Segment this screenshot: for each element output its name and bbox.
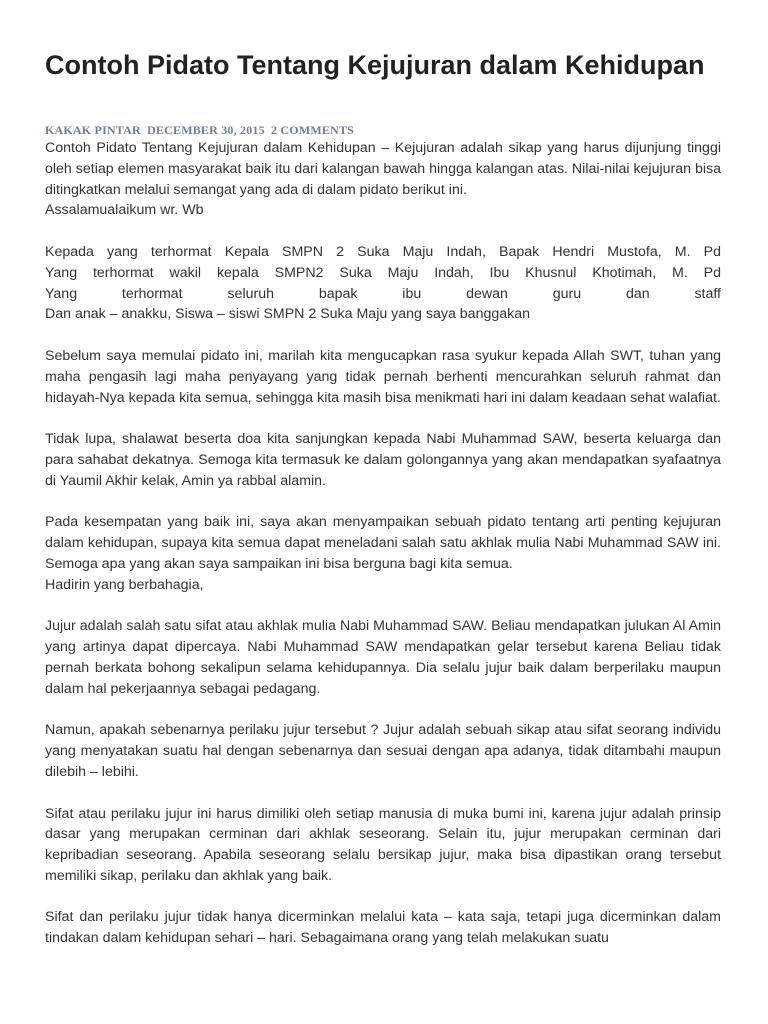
- author-link[interactable]: KAKAK PINTAR: [45, 123, 141, 137]
- date-link[interactable]: DECEMBER 30, 2015: [147, 123, 265, 137]
- paragraph-intro: [45, 138, 721, 221]
- paragraph-greetings: [45, 242, 721, 325]
- paragraph-7: Sifat dan perilaku jujur tidak hanya dicerminkan melalui kata – kata saja, tetapi juga dicerminkan dalam tindakan dalam kehidupan sehari – hari. Sebagaimana orang yang telah melakukan suatu: [45, 909, 721, 947]
- article-body: [45, 138, 721, 970]
- hadirin-text: Hadirin yang berbahagia,: [45, 576, 204, 593]
- salam-text: Assalamualaikum wr. Wb: [45, 202, 204, 219]
- article-meta: [45, 123, 357, 138]
- greeting-line: Dan anak – anakku, Siswa – siswi SMPN 2 Suka Maju yang saya banggakan: [45, 306, 531, 323]
- greeting-line: Yang terhormat seluruh bapak ibu dewan guru dan staff: [45, 285, 721, 302]
- comments-link[interactable]: 2 COMMENTS: [271, 123, 355, 137]
- paragraph-5: Namun, apakah sebenarnya perilaku jujur tersebut ? Jujur adalah sebuah sikap atau sifat seorang individu yang menyatakan suatu hal dengan sebenarnya dan sesuai dengan apa adanya, tidak ditambahi maupun dilebih – lebihi.: [45, 722, 721, 780]
- article-title: Contoh Pidato Tentang Kejujuran dalam Kehidupan: [45, 50, 705, 80]
- paragraph-6: Sifat atau perilaku jujur ini harus dimiliki oleh setiap manusia di muka bumi ini, karena jujur adalah prinsip dasar yang merupakan cerminan dari akhlak seseorang. Selain itu, jujur merupakan cerminan dari kepribadian seseorang. Apabila seseorang selalu bersikap jujur, maka bisa dipastikan orang tersebut memiliki sikap, perilaku dan akhlak yang baik.: [45, 805, 721, 884]
- intro-text: Contoh Pidato Tentang Kejujuran dalam Kehidupan – Kejujuran adalah sikap yang harus dijunjung tinggi oleh setiap elemen masyarakat baik itu dari kalangan bawah hingga kalangan atas. Nilai-nilai kejujuran bisa ditingkatkan melalui semangat yang ada di dalam pidato berikut ini.: [45, 140, 721, 198]
- paragraph-4: Jujur adalah salah satu sifat atau akhlak mulia Nabi Muhammad SAW. Beliau mendapatkan julukan Al Amin yang artinya dapat dipercaya. Nabi Muhammad SAW mendapatkan gelar tersebut karena Beliau tidak pernah berkata bohong sekalipun selama kehidupannya. Dia selalu jujur baik dalam berperilaku maupun dalam hal pekerjaannya sebagai pedagang.: [45, 618, 721, 697]
- greeting-line: Kepada yang terhormat Kepala SMPN 2 Suka Maju Indah, Bapak Hendri Mustofa, M. Pd: [45, 243, 721, 260]
- paragraph-3: [45, 512, 721, 595]
- greeting-line: Yang terhormat wakil kepala SMPN2 Suka Maju Indah, Ibu Khusnul Khotimah, M. Pd: [45, 264, 721, 281]
- paragraph-1: Sebelum saya memulai pidato ini, marilah kita mengucapkan rasa syukur kepada Allah SWT, tuhan yang maha pengasih lagi maha penyayang yang tidak pernah berhenti mencurahkan seluruh rahmat dan hidayah-Nya kepada kita semua, sehingga kita masih bisa menikmati hari ini dalam keadaan sehat walafiat.: [45, 347, 721, 406]
- paragraph-2: Tidak lupa, shalawat beserta doa kita sanjungkan kepada Nabi Muhammad SAW, beserta keluarga dan para sahabat dekatnya. Semoga kita termasuk ke dalam golongannya yang akan mendapatkan syafaatnya di Yaumil Akhir kelak, Amin ya rabbal alamin.: [45, 431, 721, 489]
- paragraph-3-text: Pada kesempatan yang baik ini, saya akan menyampaikan sebuah pidato tentang arti penting kejujuran dalam kehidupan, supaya kita semua dapat meneladani salah satu akhlak mulia Nabi Muhammad SAW ini. Semoga apa yang akan saya sampaikan ini bisa berguna bagi kita semua.: [45, 514, 721, 572]
